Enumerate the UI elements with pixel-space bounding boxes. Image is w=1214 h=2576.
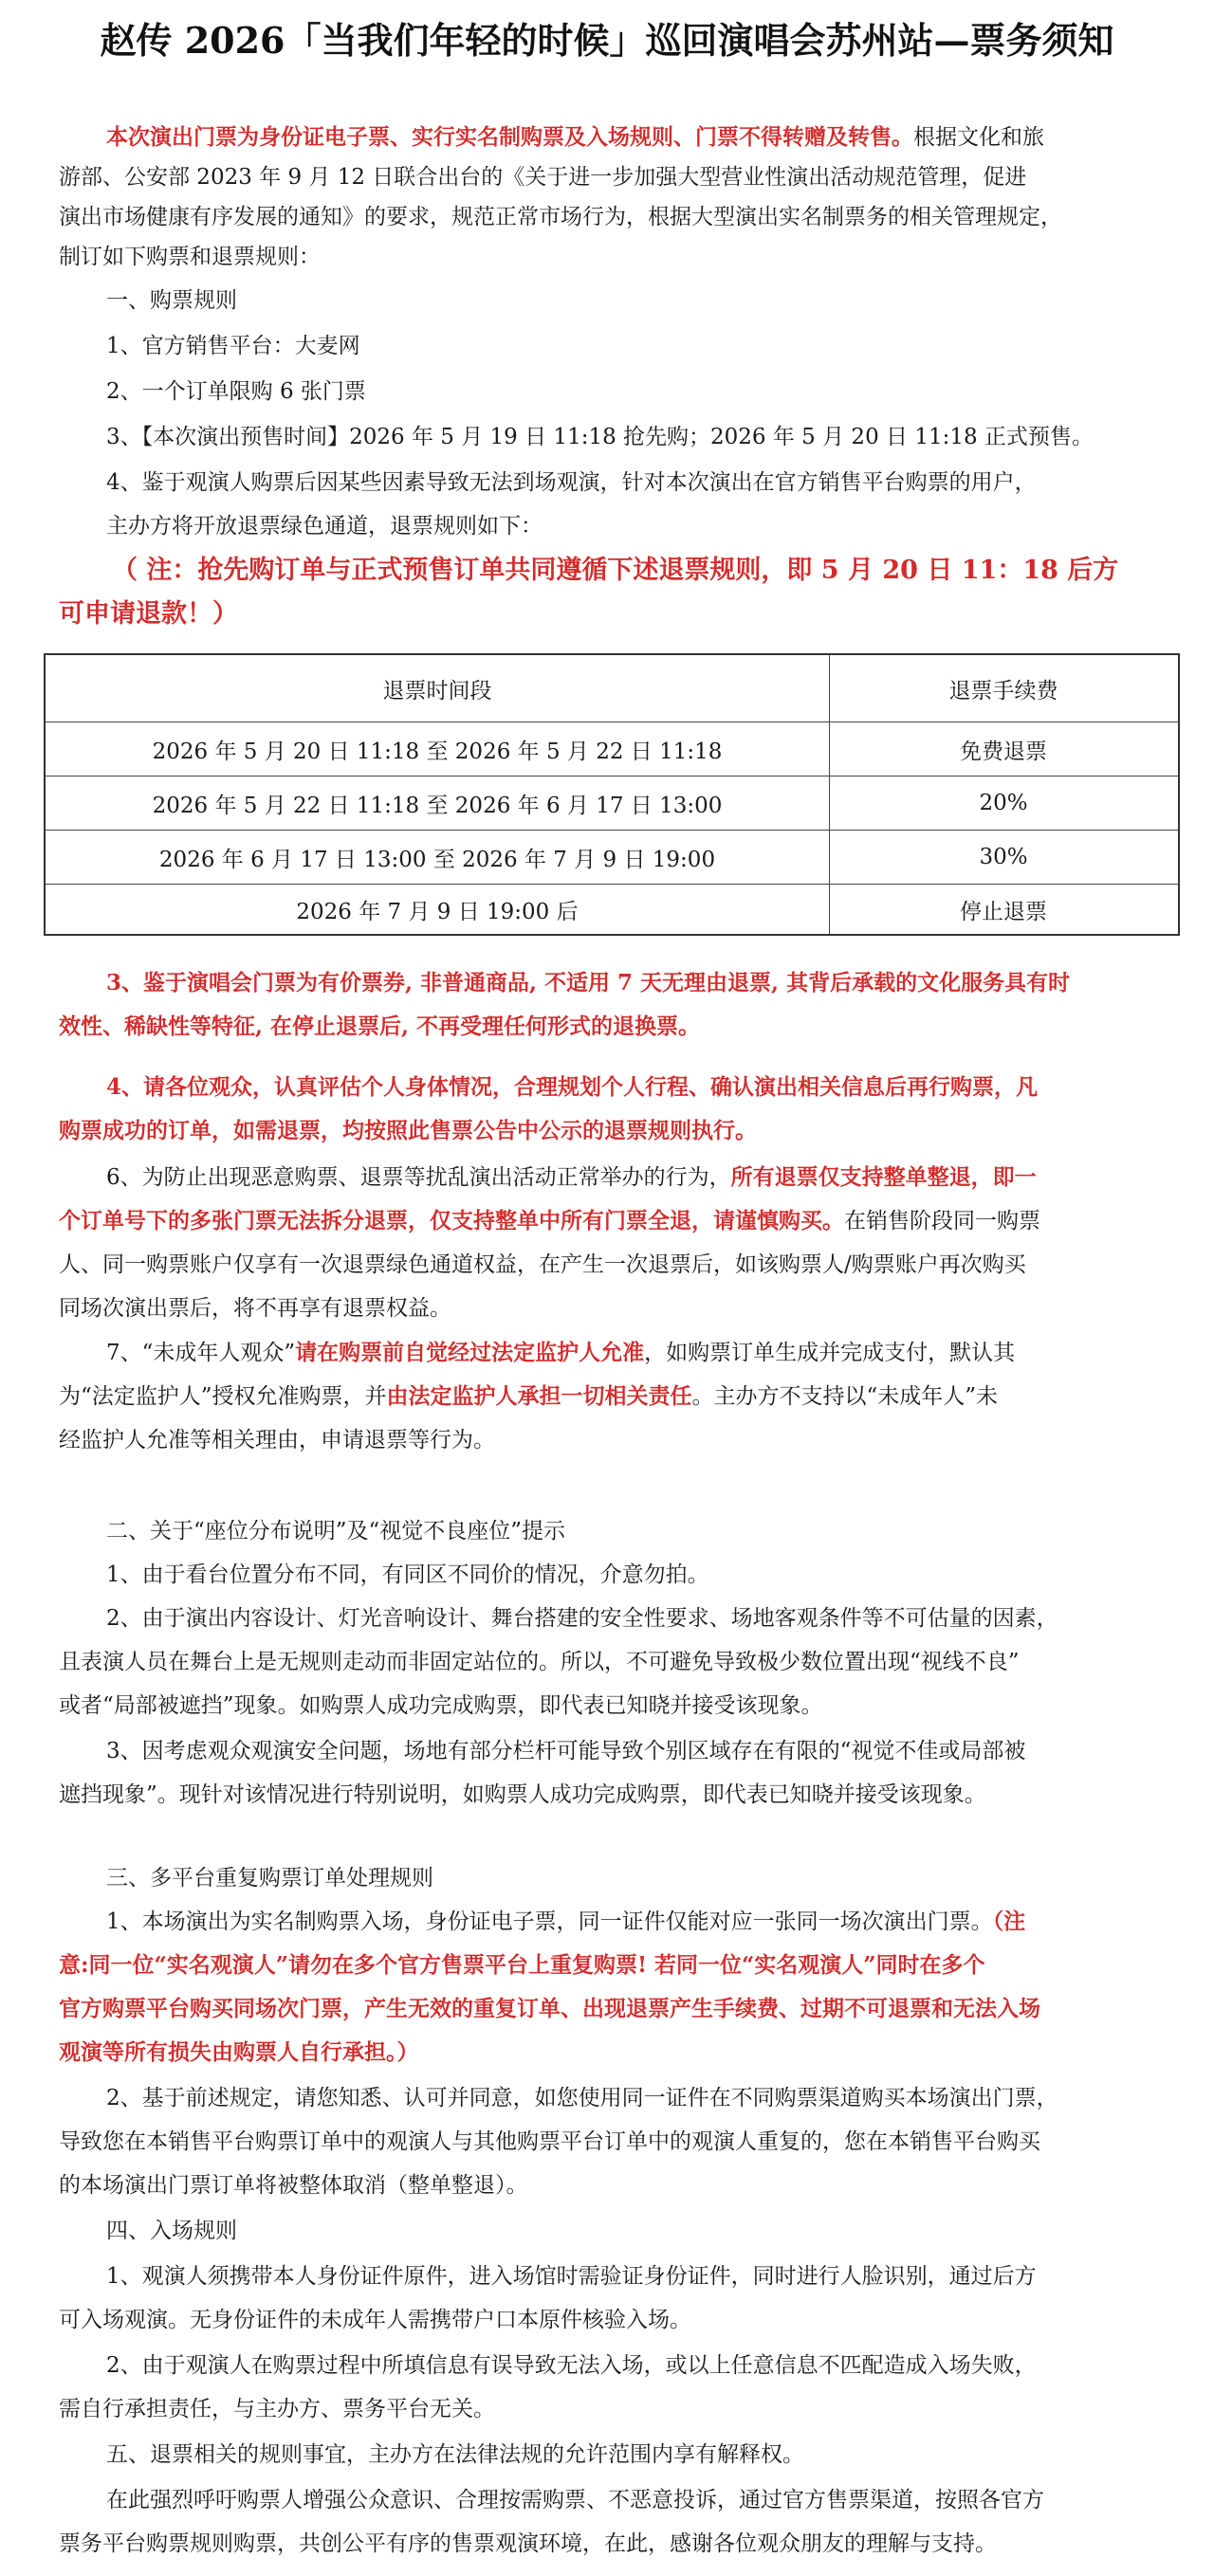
table-cell-period: 2026 年 6 月 17 日 13:00 至 2026 年 7 月 9 日 19:00: [46, 831, 830, 884]
p6-line-3: 人、同一购票账户仅享有一次退票绿色通道权益，在产生一次退票后，如该购票人/购票账户再次购买: [59, 1252, 1026, 1277]
table-header-period: 退票时间段: [46, 655, 830, 722]
s2-item-1: 1、由于看台位置分布不同，有同区不同价的情况，介意勿拍。: [106, 1562, 709, 1587]
s4-item-1b: 可入场观演。无身份证件的未成年人需携带户口本原件核验入场。: [59, 2308, 691, 2332]
section-2-heading: 二、关于“座位分布说明”及“视觉不良座位”提示: [106, 1519, 566, 1544]
section-3-heading: 三、多平台重复购票订单处理规则: [106, 1866, 433, 1891]
table-row: [46, 722, 1178, 776]
closing-line-2: 票务平台购票规则购票，共创公平有序的售票观演环境，在此，感谢各位观众朋友的理解与支持。: [59, 2531, 997, 2556]
p7-red-text: 由法定监护人承担一切相关责任: [386, 1383, 692, 1409]
s2-item-3a: 3、因考虑观众观演安全问题，场地有部分栏杆可能导致个别区域存在有限的“视觉不佳或局部被: [106, 1739, 1026, 1763]
intro-red-text: 本次演出门票为身份证电子票、实行实名制购票及入场规则、门票不得转赠及转售。: [106, 124, 913, 150]
s1-item-3: 3、【本次演出预售时间】2026 年 5 月 19 日 11:18 抢先购；2026 年 5 月 20 日 11:18 正式预售。: [106, 425, 1094, 449]
intro-text: 根据文化和旅: [913, 125, 1044, 150]
table-cell-period: 2026 年 5 月 22 日 11:18 至 2026 年 6 月 17 日 13:00: [46, 776, 830, 830]
table-cell-fee: 30%: [979, 845, 1028, 869]
s4-item-2b: 需自行承担责任，与主办方、票务平台无关。: [59, 2397, 495, 2421]
table-row: [46, 776, 1178, 830]
refund-note-line-1: （ 注：抢先购订单与正式预售订单共同遵循下述退票规则，即 5 月 20 日 11：18 后方: [112, 556, 1119, 585]
p6-red-text: 所有退票仅支持整单整退，即一: [730, 1164, 1037, 1190]
table-cell-fee: 20%: [979, 791, 1028, 815]
s2-item-2b: 且表演人员在舞台上是无规则走动而非固定站位的。所以，不可避免导致极少数位置出现“视线不良”: [59, 1650, 1020, 1674]
table-cell-period: 2026 年 7 月 9 日 19:00 后: [46, 885, 830, 934]
p4-line-1: 4、请各位观众，认真评估个人身体情况，合理规划个人行程、确认演出相关信息后再行购票，凡: [106, 1074, 1039, 1100]
p7-red-text: 请在购票前自觉经过法定监护人允准: [295, 1340, 645, 1365]
table-cell-fee: 免费退票: [960, 739, 1047, 764]
p6-text: 在销售阶段同一购票: [844, 1209, 1040, 1233]
s3-item-2a: 2、基于前述规定，请您知悉、认可并同意，如您使用同一证件在不同购票渠道购买本场演出门票，: [106, 2086, 1058, 2110]
section-4-heading: 四、入场规则: [106, 2219, 237, 2243]
s3-item-2c: 的本场演出门票订单将被整体取消（整单整退）。: [59, 2173, 528, 2198]
p3-line-2: 效性、稀缺性等特征, 在停止退票后, 不再受理任何形式的退换票。: [59, 1014, 701, 1039]
p7-text: 为“法定监护人”授权允准购票，并: [59, 1384, 387, 1409]
s4-item-2a: 2、由于观演人在购票过程中所填信息有误导致无法入场，或以上任意信息不匹配造成入场失败，: [106, 2353, 1037, 2378]
table-row: [46, 884, 1178, 934]
table-row: [46, 830, 1178, 884]
s3-item-1c: 官方购票平台购买同场次门票，产生无效的重复订单、出现退票产生手续费、过期不可退票和无法入场: [59, 1996, 1040, 2021]
intro-line-2: 游部、公安部 2023 年 9 月 12 日联合出台的《关于进一步加强大型营业性演出活动规范管理，促进: [59, 165, 1027, 190]
p7-text: 7、“未成年人观众”: [106, 1341, 296, 1365]
p7-text: ，如购票订单生成并完成支付，默认其: [644, 1341, 1016, 1365]
p6-line-2: [59, 1205, 1040, 1237]
table-header-row: [46, 655, 1178, 722]
s3-item-1a: [106, 1906, 1025, 1938]
intro-line-1: [106, 121, 1044, 154]
table-cell-fee: 停止退票: [960, 899, 1047, 924]
p7-line-1: [106, 1337, 1015, 1369]
refund-note-line-2: 可申请退款！）: [59, 599, 238, 629]
intro-line-4: 制订如下购票和退票规则：: [59, 245, 321, 269]
p6-text: 6、为防止出现恶意购票、退票等扰乱演出活动正常举办的行为，: [106, 1165, 731, 1190]
section-5-heading: 五、退票相关的规则事宜，主办方在法律法规的允许范围内享有解释权。: [106, 2442, 804, 2467]
s3-item-2b: 导致您在本销售平台购票订单中的观演人与其他购票平台订单中的观演人重复的，您在本销售平台购买: [59, 2129, 1040, 2154]
table-header-fee: 退票手续费: [948, 678, 1058, 703]
s2-item-3b: 遮挡现象”。现针对该情况进行特别说明，如购票人成功完成购票，即代表已知晓并接受该现象。: [59, 1782, 986, 1807]
s3-item-1b: 意:同一位“实名观演人”请勿在多个官方售票平台上重复购票! 若同一位“实名观演人”同时在多个: [59, 1952, 985, 1978]
s2-item-2c: 或者“局部被遮挡”现象。如购票人成功完成购票，即代表已知晓并接受该现象。: [59, 1693, 823, 1718]
p7-text: 。主办方不支持以“未成年人”未: [691, 1384, 999, 1409]
s1-item-1: 1、官方销售平台：大麦网: [106, 334, 360, 358]
s3-red-text: （注: [992, 1909, 1026, 1934]
s1-item-4a: 4、鉴于观演人购票后因某些因素导致无法到场观演，针对本次演出在官方销售平台购票的用户，: [106, 470, 1037, 495]
p6-red-text: 个订单号下的多张门票无法拆分退票，仅支持整单中所有门票全退，请谨慎购买。: [59, 1208, 844, 1233]
s1-item-4b: 主办方将开放退票绿色通道，退票规则如下：: [106, 514, 543, 539]
p6-line-1: [106, 1161, 1037, 1194]
intro-line-3: 演出市场健康有序发展的通知》的要求，规范正常市场行为，根据大型演出实名制票务的相关管理规定，: [59, 205, 1062, 229]
p3-line-1: 3、鉴于演唱会门票为有价票券, 非普通商品, 不适用 7 天无理由退票, 其背后承载的文化服务具有时: [106, 970, 1071, 996]
p6-line-4: 同场次演出票后，将不再享有退票权益。: [59, 1296, 451, 1321]
p4-line-2: 购票成功的订单，如需退票，均按照此售票公告中公示的退票规则执行。: [59, 1118, 757, 1143]
s4-item-1a: 1、观演人须携带本人身份证件原件，进入场馆时需验证身份证件，同时进行人脸识别，通过后方: [106, 2264, 1037, 2289]
s2-item-2a: 2、由于演出内容设计、灯光音响设计、舞台搭建的安全性要求、场地客观条件等不可估量的因素，: [106, 1606, 1058, 1631]
section-1-heading: 一、购票规则: [106, 288, 237, 313]
table-cell-period: 2026 年 5 月 20 日 11:18 至 2026 年 5 月 22 日 11:18: [46, 722, 830, 776]
s3-item-1d: 观演等所有损失由购票人自行承担。）: [59, 2039, 419, 2065]
page-title: 赵传 2026「当我们年轻的时候」巡回演唱会苏州站—票务须知: [100, 19, 1114, 62]
closing-line-1: 在此强烈呼吁购票人增强公众意识、合理按需购票、不恶意投诉，通过官方售票渠道，按照各官方: [106, 2488, 1044, 2512]
refund-fee-table: [44, 653, 1180, 936]
p7-line-2: [59, 1380, 998, 1413]
s3-text: 1、本场演出为实名制购票入场，身份证电子票，同一证件仅能对应一张同一场次演出门票。: [106, 1909, 993, 1934]
p7-line-3: 经监护人允准等相关理由，申请退票等行为。: [59, 1428, 495, 1452]
s1-item-2: 2、一个订单限购 6 张门票: [106, 379, 366, 404]
